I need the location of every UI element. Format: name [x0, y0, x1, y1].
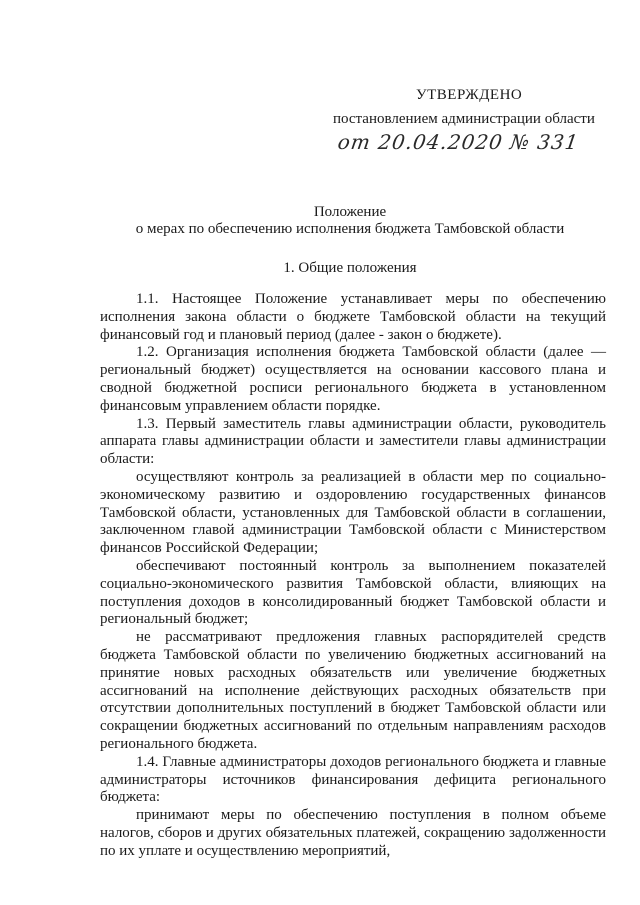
document-title-block [100, 204, 600, 238]
resolution-label: постановлением администрации области [333, 111, 595, 127]
section-heading: 1. Общие положения [283, 260, 417, 276]
paragraph: 1.2. Организация исполнения бюджета Тамбовской области (далее — региональный бюджет) осуществляется на основании кассового плана и сводной бюджетной росписи регионального бюджета в установленном финансовым управлением области порядке. [100, 344, 606, 414]
document-subtitle: о мерах по обеспечению исполнения бюджета Тамбовской области [135, 221, 565, 237]
handwritten-date-number: от 20.04.2020 № 331 [336, 130, 581, 154]
document-body [100, 291, 606, 861]
paragraph: принимают меры по обеспечению поступления в полном объеме налогов, сборов и других обязательных платежей, сокращению задолженности по их уплате и осуществлению мероприятий, [100, 807, 606, 859]
approved-label: УТВЕРЖДЕНО [416, 87, 523, 103]
paragraph: 1.4. Главные администраторы доходов регионального бюджета и главные администраторы источников финансирования дефицита регионального бюджета: [100, 753, 606, 806]
document-title: Положение [313, 204, 387, 220]
approval-stamp [300, 86, 620, 154]
paragraph: не рассматривают предложения главных распорядителей средств бюджета Тамбовской области по увеличению бюджетных ассигнований на принятие новых расходных обязательств или увеличение бюджетных ассигнований на исполнение действующих расходных обязательств при отсутствии дополнительных поступлений в бюджет Тамбовской области или сокращении бюджетных ассигнований по отдельным направлениям расходов регионального бюджета. [100, 629, 606, 752]
paragraph: осуществляют контроль за реализацией в области мер по социально-экономическому развитию и оздоровлению государственных финансов Тамбовской области, установленных для Тамбовской области в соглашении, заключенном главой администрации Тамбовской области с Министерством финансов Российской Федерации; [100, 468, 606, 557]
paragraph: 1.1. Настоящее Положение устанавливает меры по обеспечению исполнения закона области о бюджете Тамбовской области на текущий финансовый год и плановый период (далее - закон о бюджете). [100, 291, 606, 343]
paragraph: обеспечивают постоянный контроль за выполнением показателей социально-экономического развития Тамбовской области, влияющих на поступления доходов в консолидированный бюджет Тамбовской области и региональный бюджет; [100, 557, 606, 628]
paragraph: 1.3. Первый заместитель главы администрации области, руководитель аппарата главы администрации области и заместители главы администрации области: [100, 415, 606, 468]
